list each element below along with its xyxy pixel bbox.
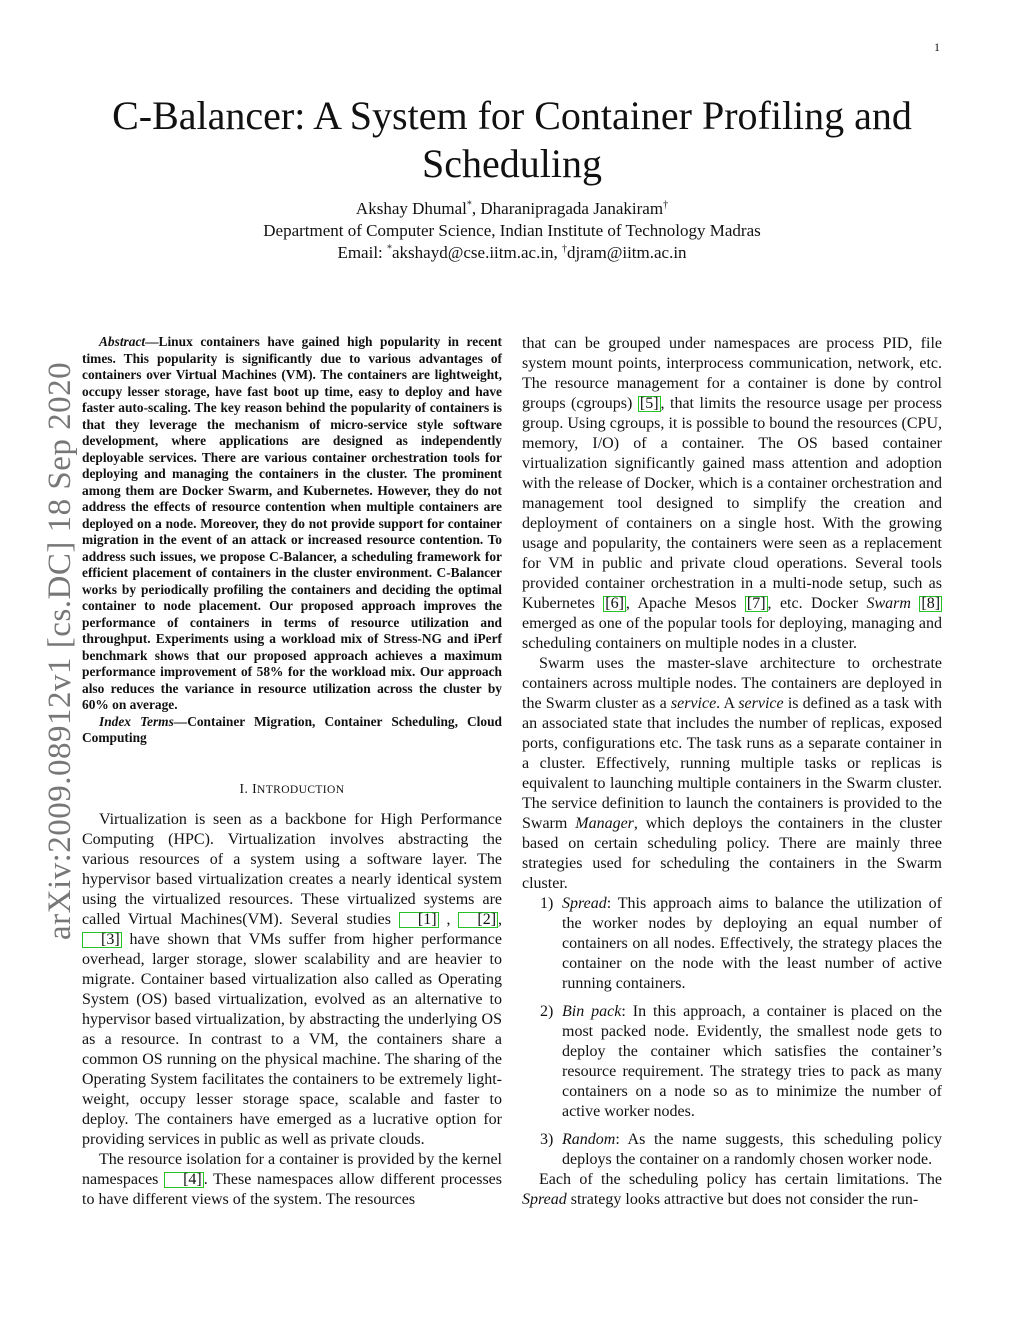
- page-number: 1: [934, 40, 940, 54]
- list-item: 1) Spread: This approach aims to balance the utilization of the worker nodes by deploying an equal number of containers on all nodes. Effectively, the strategy places the container on the node with the least number of active running containers.: [540, 895, 942, 992]
- section-heading-introduction: I. INTRODUCTION: [239, 780, 345, 796]
- author-block: [60, 198, 964, 264]
- right-column: [522, 334, 942, 1210]
- affiliation: Department of Computer Science, Indian Institute of Technology Madras: [263, 221, 761, 240]
- citation-link[interactable]: [6]: [605, 595, 624, 612]
- arxiv-identifier[interactable]: arXiv:2009.08912v1 [cs.DC] 18 Sep 2020: [42, 361, 78, 940]
- email-line: Email: *akshayd@cse.iitm.ac.in, †djram@iitm.ac.in: [337, 243, 687, 262]
- right-paragraph-1: that can be grouped under namespaces are process PID, file system mount points, interprocess communication, network, etc. The resource management for a container is done by control groups (cgroups) [5] , that limits the resource usage per process group. Using cgroups, it is possible to bound the resources (CPU, memory, I/O) of a container. The OS based container virtualization significantly gained mass attention and adoption with the release of Docker, which is a container orchestration and management tool designed to simplify the creation and deployment of containers on a single host. With the growing usage and popularity, the containers were seen as a replacement for VM in public and private cloud operations. Several tools provided container orchestration in a multi-node setup, such as Kubernetes [6] , Apache Mesos [7] , etc. Docker Swarm [8] emerged as one of the popular tools for deploying, managing and scheduling containers on multiple nodes in a cluster.: [522, 335, 942, 652]
- left-column: [82, 334, 502, 1210]
- list-item: 2) Bin pack: In this approach, a container is placed on the most packed node. Evidently, the smallest node gets to deploy the container which satisfies the container’s resource requirement. The strategy tries to pack as many containers on a node so as to minimize the number of active worker nodes.: [540, 1003, 942, 1120]
- index-terms: Index Terms—Container Migration, Container Scheduling, Cloud Computing: [82, 713, 502, 745]
- email-link-2[interactable]: djram@iitm.ac.in: [567, 243, 687, 262]
- right-paragraph-2: Swarm uses the master-slave architecture to orchestrate containers across multiple nodes. The containers are deployed in the Swarm cluster as a service. A service is defined as a task with an associated state that includes the number of replicas, exposed ports, configurations etc. The task runs as a separate container in a cluster. Effectively, running multiple tasks or replicas is equivalent to launching multiple containers in the Swarm cluster. The service definition to launch the containers is provided to the Swarm Manager, which deploys the containers in the cluster based on certain scheduling policy. There are mainly three strategies used for scheduling the containers in the Swarm cluster.: [522, 655, 943, 892]
- citation-link[interactable]: [1]: [399, 912, 439, 928]
- right-paragraph-3: Each of the scheduling policy has certain limitations. The Spread strategy looks attractive but does not consider the run-: [522, 1171, 942, 1208]
- email-link-1[interactable]: akshayd@cse.iitm.ac.in,: [392, 243, 563, 262]
- abstract: Abstract—Linux containers have gained high popularity in recent times. This popularity is significantly due to various advantages of containers over Virtual Machines (VM). The containers are lightweight, occupy lesser storage, have fast boot up time, easy to deploy and have faster auto-scaling. The key reason behind the popularity of containers is that they leverage the mechanism of micro-service style software development, where applications are designed as independently deployable services. There are various container orchestration tools for deploying and managing the containers in the cluster. The prominent among them are Docker Swarm, and Kubernetes. However, they do not address the effects of resource contention when multiple containers are deployed on a node. Moreover, they do not provide support for container migration in the event of an attack or increased resource contention. To address such issues, we propose C-Balancer, a scheduling framework for efficient placement of containers in the cluster environment. C-Balancer works by periodically profiling the containers and deciding the optimal container to node placement. Our proposed approach improves the performance of containers in terms of resource utilization and throughput. Experiments using a workload mix of Stress-NG and iPerf benchmark shows that our proposed approach achieves a maximum performance improvement of 58% for the workload mix. Our approach also reduces the variance in resource utilization across the cluster by 60% on average.: [82, 334, 502, 712]
- citation-link[interactable]: [8]: [921, 595, 941, 612]
- citation-link[interactable]: [7]: [746, 595, 766, 612]
- author-names: Akshay Dhumal*, Dharanipragada Janakiram†: [355, 199, 669, 218]
- citation-link[interactable]: [5]: [639, 395, 659, 412]
- citation-link[interactable]: [3]: [82, 932, 122, 948]
- paper-title: C-Balancer: A System for Container Profiling and Scheduling: [112, 93, 912, 186]
- strategy-list: [522, 894, 942, 1170]
- citation-link[interactable]: [4]: [164, 1172, 204, 1188]
- intro-paragraph-2: The resource isolation for a container is provided by the kernel namespaces [4] . These namespaces allow different processes to have different views of the system. The resources: [82, 1150, 503, 1208]
- intro-paragraph-1: Virtualization is seen as a backbone for High Performance Computing (HPC). Virtualization involves abstracting the various resources of a system using a software layer. The hypervisor based virtualization creates a nearly identical system using the virtualized resources. These virtualized systems are called Virtual Machines(VM). Several studies [1] , [2] , [3] have shown that VMs suffer from higher performance overhead, larger storage, slower scalability and are heavier to migrate. Container based virtualization also called as Operating System (OS) based virtualization, evolved as an alternative to hypervisor based virtualization, by abstracting the underlying OS as a resource. In contrast to a VM, the containers share a common OS running on the physical machine. The sharing of the Operating System facilitates the containers to be extremely light-weight, occupy lesser storage space, scalable and faster to deploy. The containers have emerged as a lucrative option for providing services in public as well as private clouds.: [82, 810, 503, 1148]
- citation-link[interactable]: [2]: [458, 912, 498, 928]
- list-item: 3) Random: As the name suggests, this scheduling policy deploys the container on a randomly chosen worker node.: [540, 1131, 942, 1168]
